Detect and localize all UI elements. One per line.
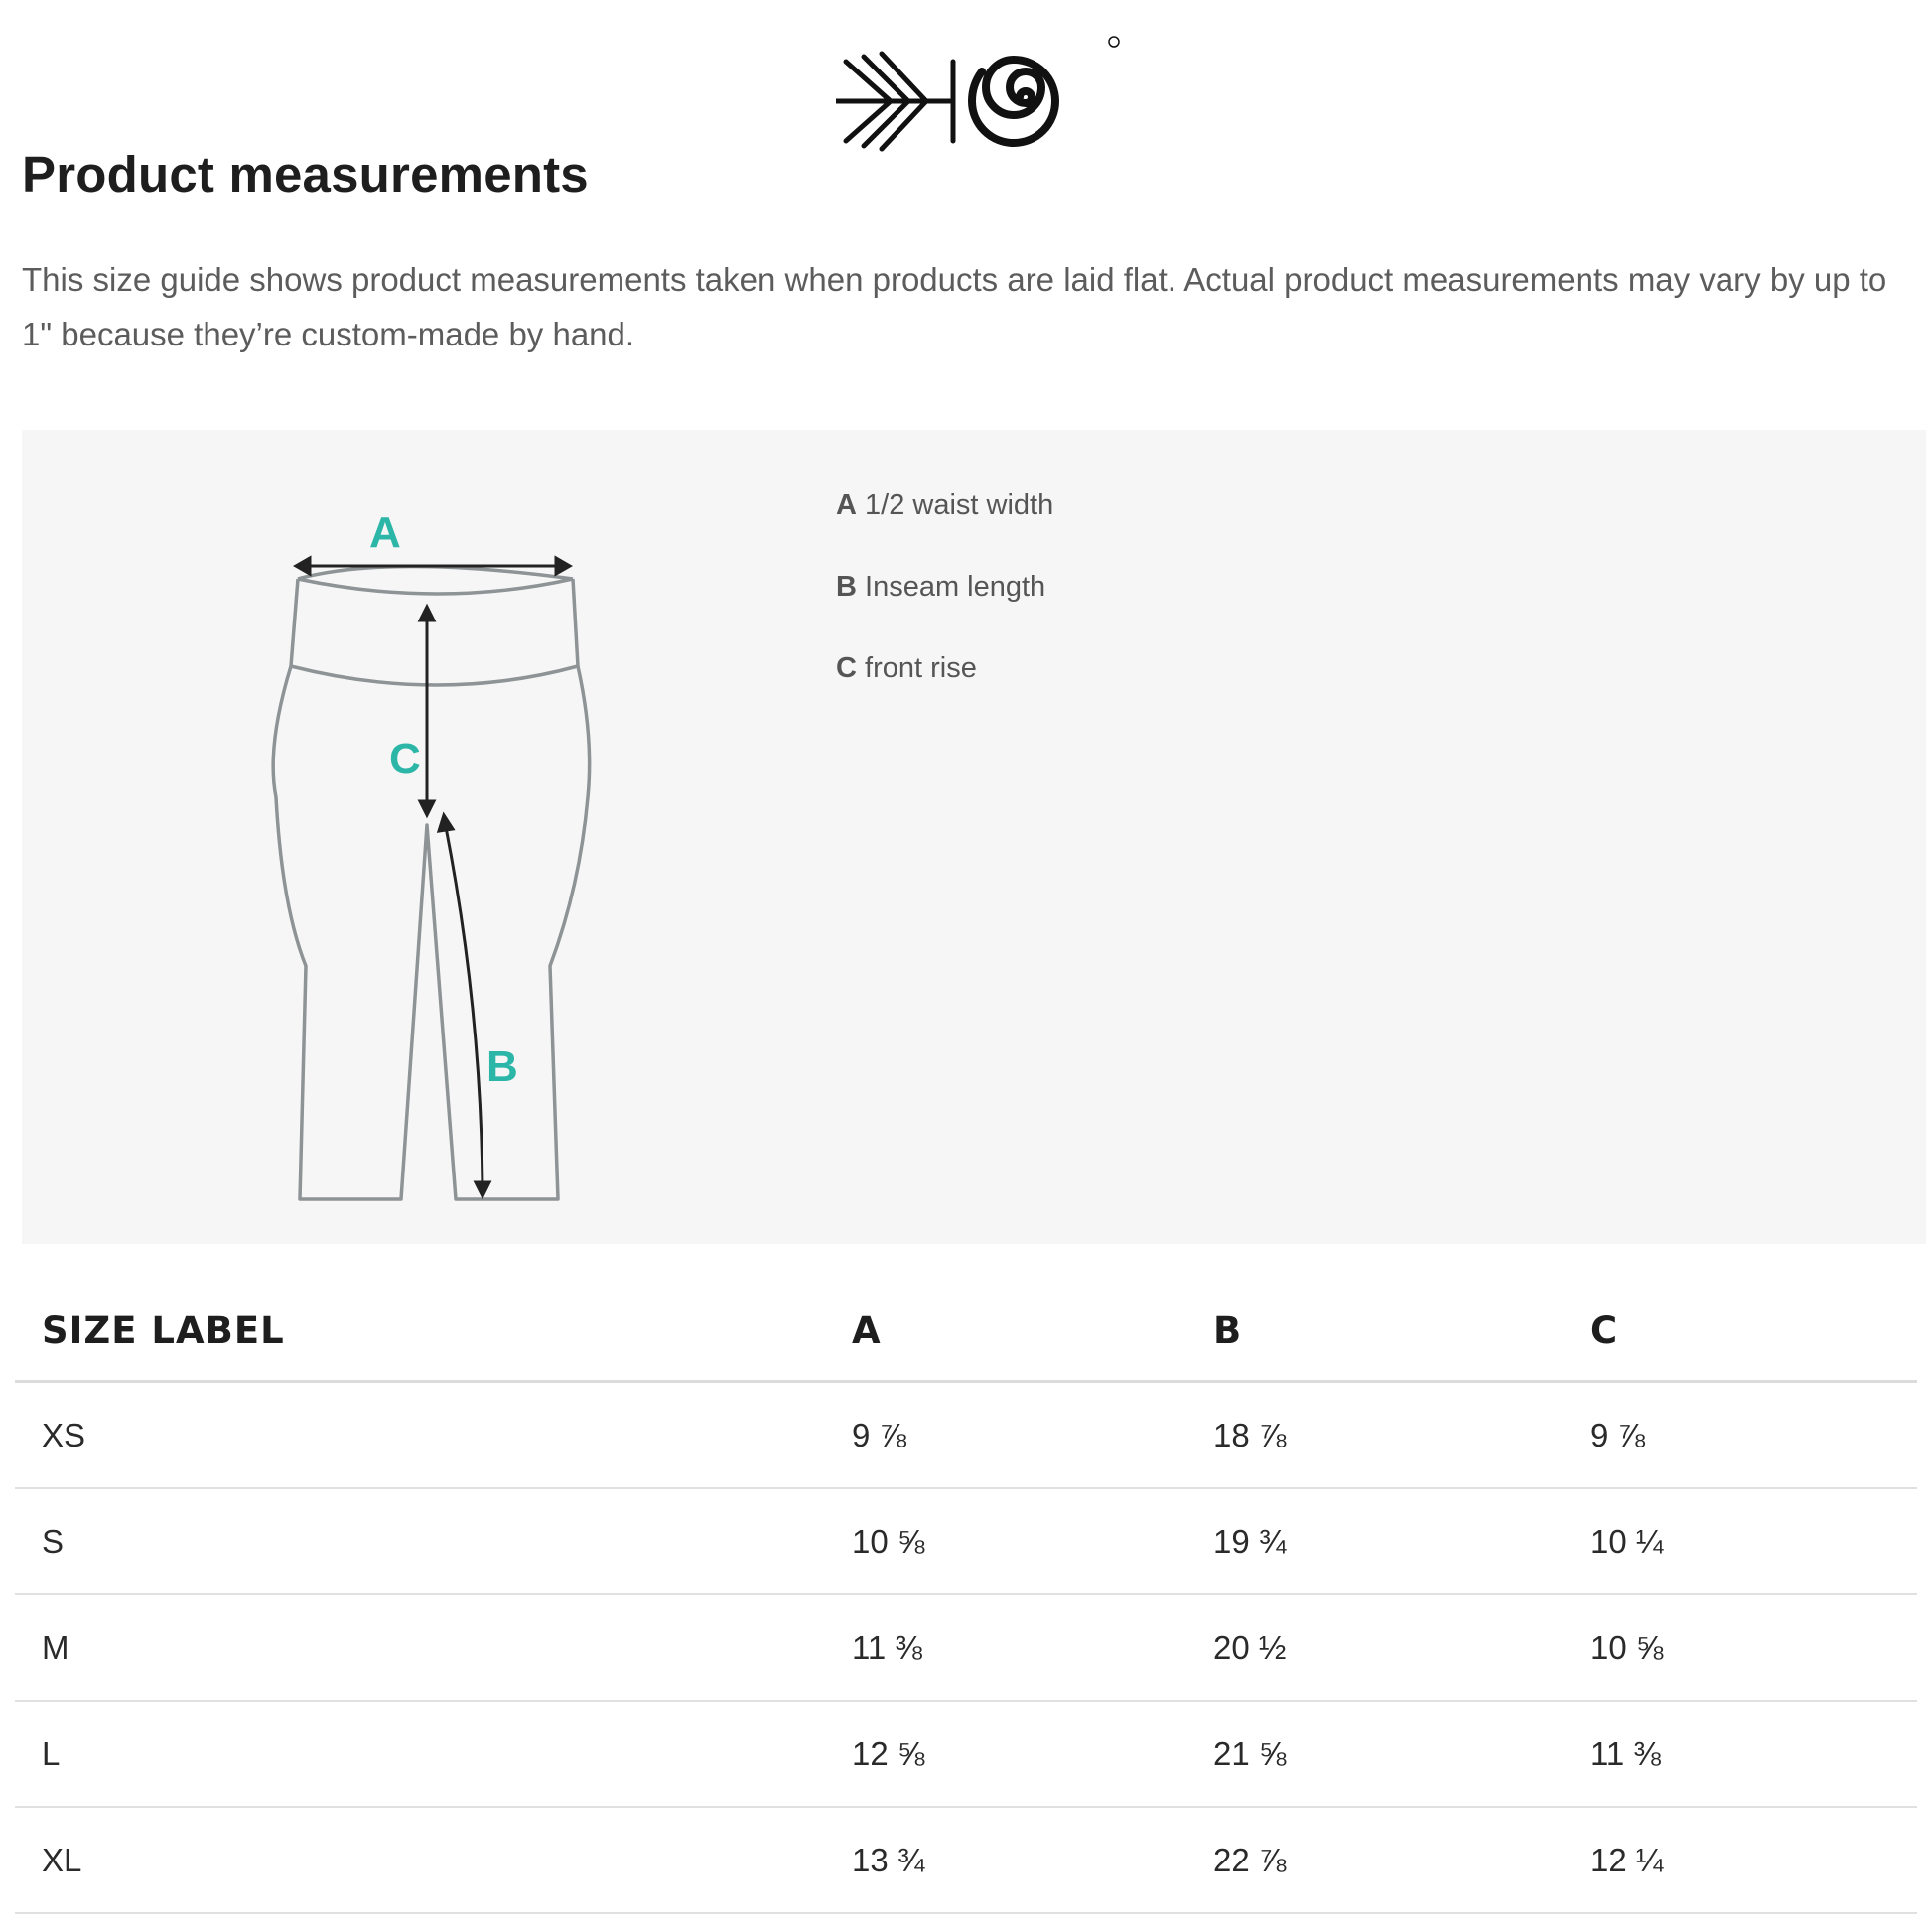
legend-item-c	[836, 648, 1053, 730]
arrow-c	[420, 607, 434, 815]
leggings-outline	[273, 567, 589, 1200]
cell-size: M	[15, 1594, 825, 1701]
cell-a: 9 ⅞	[825, 1382, 1186, 1489]
cell-b: 18 ⅞	[1186, 1382, 1564, 1489]
size-table	[15, 1281, 1917, 1914]
cell-size: XL	[15, 1807, 825, 1913]
table-row	[15, 1382, 1917, 1489]
cell-a: 11 ⅜	[825, 1594, 1186, 1701]
column-header-size-label: SIZE LABEL	[15, 1281, 825, 1382]
cell-b: 21 ⅝	[1186, 1701, 1564, 1807]
cell-b: 19 ¾	[1186, 1488, 1564, 1594]
cell-a: 13 ¾	[825, 1807, 1186, 1913]
diagram-label-c: C	[389, 735, 421, 783]
cell-c: 12 ¼	[1564, 1807, 1917, 1913]
column-header-a: A	[825, 1281, 1186, 1382]
cell-size: XS	[15, 1382, 825, 1489]
measurement-diagram-panel	[22, 430, 1926, 1244]
measurement-legend	[836, 485, 1053, 730]
table-header-row	[15, 1281, 1917, 1382]
cell-a: 10 ⅝	[825, 1488, 1186, 1594]
cell-c: 11 ⅜	[1564, 1701, 1917, 1807]
page-title: Product measurements	[22, 146, 589, 203]
column-header-c: C	[1564, 1281, 1917, 1382]
legend-text: front rise	[865, 652, 977, 684]
arrow-icon	[836, 54, 953, 149]
table-row	[15, 1807, 1917, 1913]
table-row	[15, 1594, 1917, 1701]
legend-key: B	[836, 571, 857, 603]
intro-text: This size guide shows product measurements taken when products are laid flat. Actual product measurements may vary by up to 1" because they’re custom-made by hand.	[22, 261, 1887, 352]
legend-key: A	[836, 489, 857, 521]
column-header-b: B	[1186, 1281, 1564, 1382]
table-row	[15, 1488, 1917, 1594]
cell-c: 10 ⅝	[1564, 1594, 1917, 1701]
legend-text: 1/2 waist width	[865, 489, 1054, 521]
cell-c: 9 ⅞	[1564, 1382, 1917, 1489]
diagram-label-a: A	[369, 508, 401, 557]
leggings-diagram	[250, 470, 647, 1224]
cell-b: 20 ½	[1186, 1594, 1564, 1701]
legend-item-b	[836, 567, 1053, 648]
legend-item-a	[836, 485, 1053, 567]
table-row	[15, 1701, 1917, 1807]
cell-a: 12 ⅝	[825, 1701, 1186, 1807]
cell-b: 22 ⅞	[1186, 1807, 1564, 1913]
spiral-icon	[972, 60, 1055, 143]
legend-text: Inseam length	[865, 571, 1046, 603]
legend-key: C	[836, 652, 857, 684]
arrow-b	[439, 815, 489, 1196]
cell-size: L	[15, 1701, 825, 1807]
cell-size: S	[15, 1488, 825, 1594]
registered-mark	[1109, 37, 1119, 47]
cell-c: 10 ¼	[1564, 1488, 1917, 1594]
brand-logo	[836, 32, 1124, 161]
diagram-label-b: B	[486, 1042, 518, 1091]
